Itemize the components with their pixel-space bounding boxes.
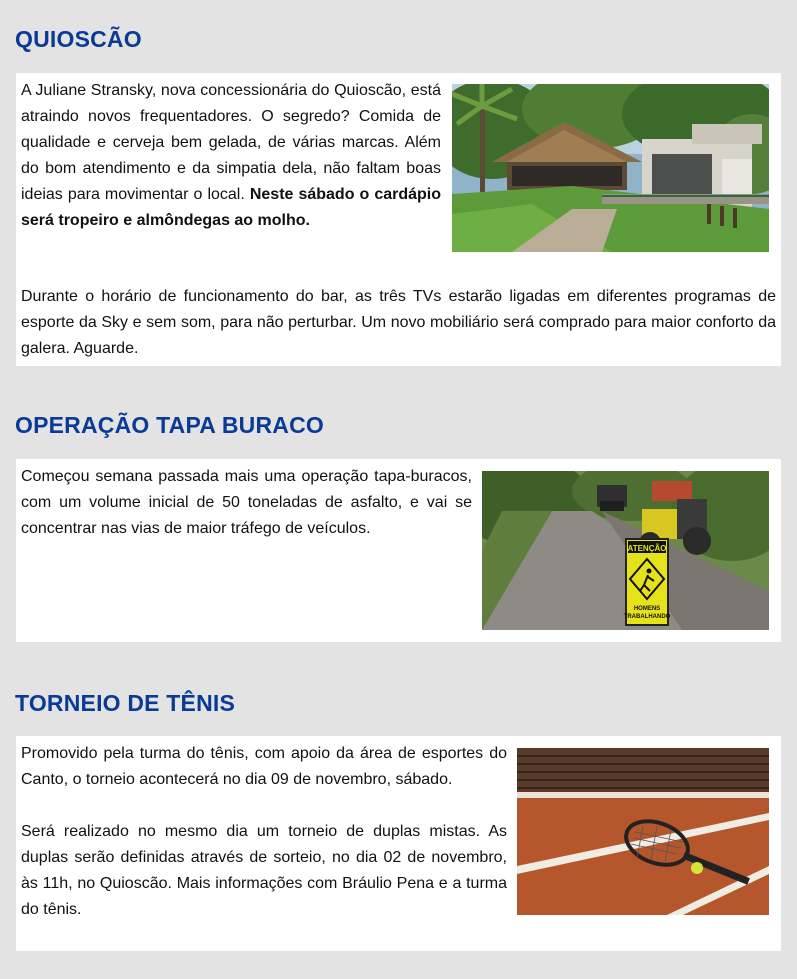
article-torneio-tenis-text (21, 741, 507, 923)
article-quiosque-paragraph-2: Durante o horário de funcionamento do bar, as três TVs estarão ligadas em diferentes programas de esporte da Sky e sem som, para não perturbar. Um novo mobiliário será comprado para maior conforto da galera. Aguarde. (21, 288, 776, 357)
sign-line1-text: HOMENS (633, 606, 661, 612)
article-quiosque-highlight: Neste sábado o cardápio será tropeiro e almôndegas ao molho. (21, 186, 442, 229)
article-quiosque-text (21, 78, 441, 234)
section-title-quiosque: QUIOSCÃO (15, 26, 142, 52)
sign-line2-text: TRABALHANDO (623, 614, 671, 620)
section-title-torneio-tenis: TORNEIO DE TÊNIS (15, 690, 236, 716)
sign-top-text: ATENÇÃO (627, 544, 667, 553)
section-title-tapa-buraco: OPERAÇÃO TAPA BURACO (15, 412, 324, 438)
article-torneio-tenis-paragraph-1: Promovido pela turma do tênis, com apoio da área de esportes do Canto, o torneio acontecerá no dia 09 de novembro, sábado. (21, 745, 507, 788)
article-quiosque-paragraph-1-text: A Juliane Stransky, nova concessionária do Quioscão, está atraindo novos frequentadores. O segredo? Comida de qualidade e cerveja bem gelada, de várias marcas. Além do bom atendimento e da simpatia dela, não faltam boas ideias para movimentar o local. (21, 82, 441, 203)
article-tapa-buraco-paragraph-1: Começou semana passada mais uma operação tapa-buracos, com um volume inicial de 50 toneladas de asfalto, e vai se concentrar nas vias de maior tráfego de veículos. (21, 468, 472, 537)
article-quiosque-text-2 (21, 284, 776, 362)
article-torneio-tenis-paragraph-2: Será realizado no mesmo dia um torneio de duplas mistas. As duplas serão definidas através de sorteio, no dia 02 de novembro, às 11h, no Quioscão. Mais informações com Bráulio Pena e a turma do tênis. (21, 823, 507, 918)
article-tapa-buraco (16, 459, 781, 642)
article-tapa-buraco-text (21, 464, 472, 542)
article-quiosque (16, 73, 781, 366)
article-torneio-tenis (16, 736, 781, 951)
road-work-photo (482, 471, 769, 630)
article-quiosque-paragraph-1 (21, 78, 441, 234)
quiosque-photo (452, 84, 769, 252)
tennis-photo (517, 748, 769, 915)
